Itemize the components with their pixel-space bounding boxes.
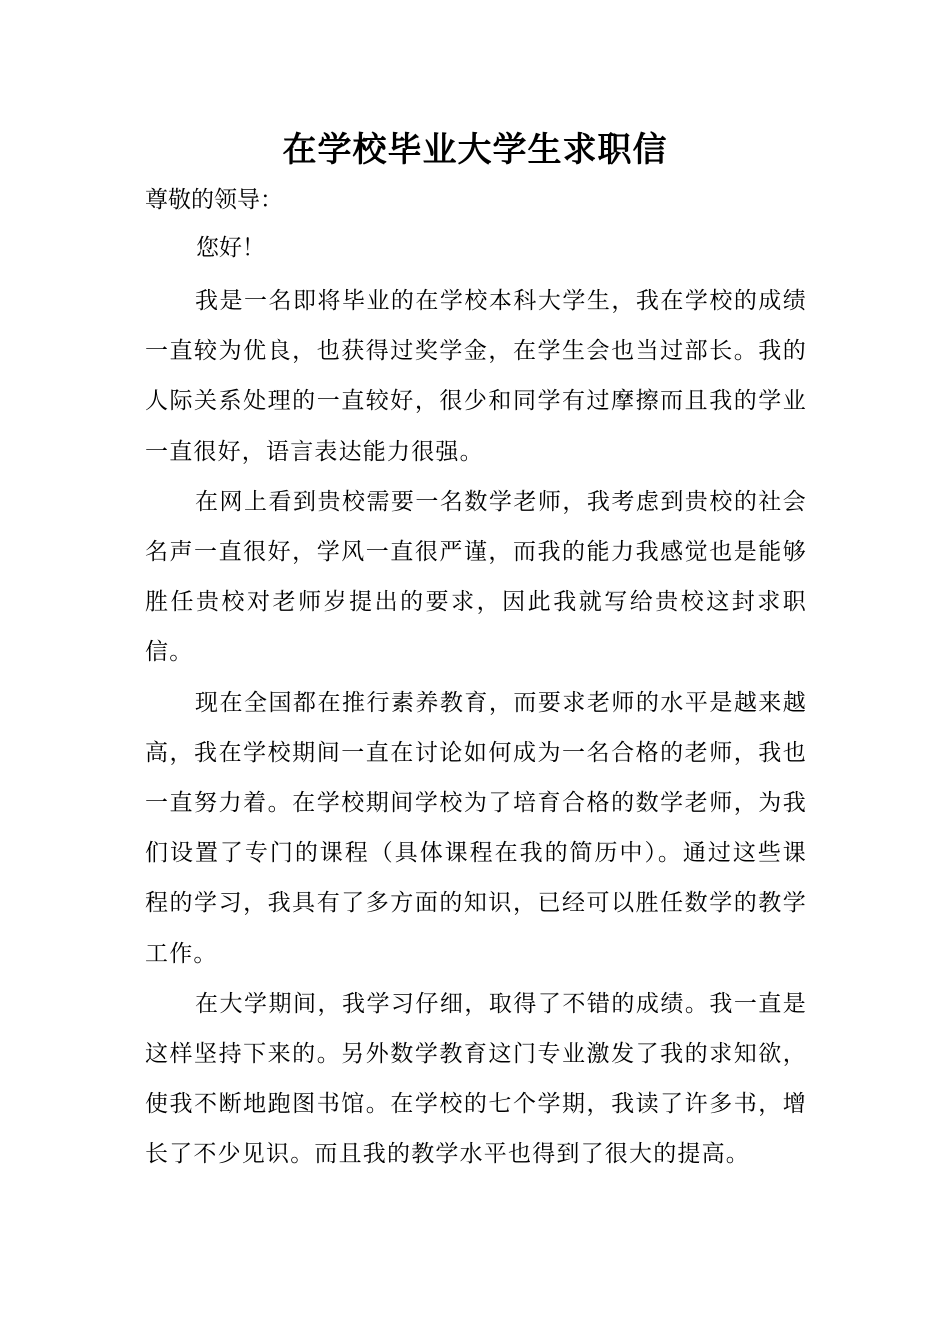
- document-title: 在学校毕业大学生求职信: [282, 130, 668, 170]
- paragraph-3: 现在全国都在推行素养教育，而要求老师的水平是越来越高，我在学校期间一直在讨论如何成为一名合格的老师，我也一直努力着。在学校期间学校为了培育合格的数学老师，为我们设置了专门的课程（具体课程在我的简历中）。通过这些课程的学习，我具有了多方面的知识，已经可以胜任数学的教学工作。: [145, 689, 807, 967]
- paragraph-4: 在大学期间，我学习仔细，取得了不错的成绩。我一直是这样坚持下来的。另外数学教育这门专业激发了我的求知欲，使我不断地跑图书馆。在学校的七个学期，我读了许多书，增长了不少见识。而且我的教学水平也得到了很大的提高。: [145, 990, 807, 1168]
- paragraph-1: 我是一名即将毕业的在学校本科大学生，我在学校的成绩一直较为优良，也获得过奖学金，在学生会也当过部长。我的人际关系处理的一直较好，很少和同学有过摩擦而且我的学业一直很好，语言表达能力很强。: [145, 288, 807, 465]
- letter-body: [145, 276, 807, 1180]
- greeting: 尊敬的领导：: [145, 187, 283, 213]
- salutation: 您好！: [196, 235, 265, 261]
- paragraph-2: 在网上看到贵校需要一名数学老师，我考虑到贵校的社会名声一直很好，学风一直很严谨，而我的能力我感觉也是能够胜任贵校对老师岁提出的要求，因此我就写给贵校这封求职信。: [145, 488, 807, 666]
